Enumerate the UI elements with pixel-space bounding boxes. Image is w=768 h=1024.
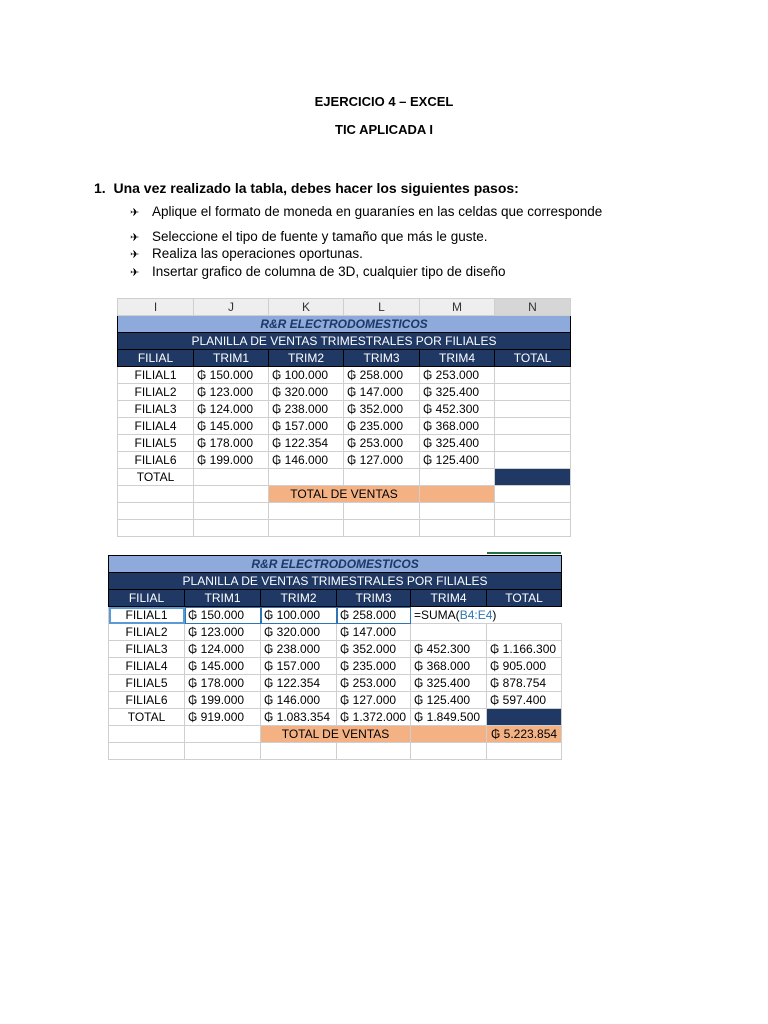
total-label-cell[interactable]: TOTAL bbox=[118, 469, 194, 486]
cell[interactable] bbox=[495, 452, 571, 469]
table-row bbox=[118, 367, 571, 384]
cell[interactable]: ₲ 127.000 bbox=[337, 692, 411, 709]
cell[interactable] bbox=[269, 520, 344, 537]
cell[interactable] bbox=[344, 469, 420, 486]
cell[interactable]: ₲ 146.000 bbox=[261, 692, 337, 709]
cell[interactable] bbox=[194, 503, 269, 520]
formula-close: ) bbox=[492, 608, 497, 622]
cell[interactable]: ₲ 352.000 bbox=[344, 401, 420, 418]
header-cell[interactable]: TRIM2 bbox=[261, 590, 337, 607]
cell[interactable] bbox=[269, 503, 344, 520]
cell[interactable]: ₲ 150.000 bbox=[185, 607, 261, 624]
cell[interactable] bbox=[495, 401, 571, 418]
selected-column-indicator bbox=[487, 552, 561, 554]
cell[interactable]: ₲ 325.400 bbox=[420, 384, 495, 401]
cell[interactable] bbox=[118, 503, 194, 520]
step-number: 1. bbox=[94, 180, 106, 196]
cell[interactable]: ₲ 878.754 bbox=[487, 675, 562, 692]
cell[interactable]: ₲ 352.000 bbox=[337, 641, 411, 658]
cell[interactable] bbox=[118, 486, 194, 503]
cell[interactable]: FILIAL3 bbox=[109, 641, 185, 658]
total-ventas-value-cell[interactable] bbox=[420, 486, 495, 503]
table-row bbox=[109, 624, 562, 641]
cell[interactable]: ₲ 238.000 bbox=[269, 401, 344, 418]
cell[interactable]: ₲ 125.400 bbox=[420, 452, 495, 469]
cell[interactable]: ₲ 100.000 bbox=[261, 607, 337, 624]
cell[interactable] bbox=[411, 624, 487, 641]
cell[interactable] bbox=[194, 520, 269, 537]
cell[interactable]: ₲ 1.372.000 bbox=[337, 709, 411, 726]
formula-reference: B4:E4 bbox=[459, 608, 493, 622]
cell[interactable]: ₲ 238.000 bbox=[261, 641, 337, 658]
cell[interactable]: ₲ 325.400 bbox=[420, 435, 495, 452]
cell[interactable]: FILIAL3 bbox=[118, 401, 194, 418]
total-row bbox=[109, 709, 562, 726]
header-cell[interactable]: TOTAL bbox=[487, 590, 562, 607]
header-cell[interactable]: TOTAL bbox=[495, 350, 571, 367]
formula-cell[interactable] bbox=[411, 607, 562, 624]
table-row bbox=[118, 452, 571, 469]
cell[interactable]: ₲ 1.849.500 bbox=[411, 709, 487, 726]
list-item bbox=[130, 229, 487, 244]
cell[interactable]: ₲ 124.000 bbox=[185, 641, 261, 658]
header-cell[interactable]: TRIM4 bbox=[420, 350, 495, 367]
cell[interactable]: ₲ 178.000 bbox=[194, 435, 269, 452]
cell[interactable]: ₲ 145.000 bbox=[194, 418, 269, 435]
table-row bbox=[109, 607, 562, 624]
total-row bbox=[118, 469, 571, 486]
cell[interactable]: ₲ 253.000 bbox=[344, 435, 420, 452]
airplane-icon: ✈ bbox=[130, 207, 140, 219]
formula-function: =SUMA( bbox=[414, 608, 460, 622]
cell[interactable]: ₲ 258.000 bbox=[337, 607, 411, 624]
column-header[interactable]: I bbox=[118, 299, 194, 316]
header-cell[interactable]: TRIM3 bbox=[344, 350, 420, 367]
table-row bbox=[118, 401, 571, 418]
table-row bbox=[109, 692, 562, 709]
cell[interactable] bbox=[495, 418, 571, 435]
cell[interactable]: ₲ 1.166.300 bbox=[487, 641, 562, 658]
list-item bbox=[130, 246, 363, 261]
list-item-text: Seleccione el tipo de fuente y tamaño que más le guste. bbox=[152, 229, 488, 244]
cell[interactable]: ₲ 368.000 bbox=[420, 418, 495, 435]
table-row bbox=[109, 658, 562, 675]
cell[interactable]: FILIAL6 bbox=[109, 692, 185, 709]
cell[interactable]: ₲ 199.000 bbox=[194, 452, 269, 469]
header-cell[interactable]: TRIM1 bbox=[194, 350, 269, 367]
total-ventas-value-cell[interactable]: ₲ 5.223.854 bbox=[487, 726, 562, 743]
column-header-row bbox=[118, 299, 571, 316]
cell[interactable] bbox=[495, 384, 571, 401]
table-row bbox=[118, 435, 571, 452]
cell[interactable] bbox=[495, 367, 571, 384]
cell[interactable]: ₲ 253.000 bbox=[337, 675, 411, 692]
cell[interactable] bbox=[495, 486, 571, 503]
cell[interactable]: ₲ 125.400 bbox=[411, 692, 487, 709]
cell[interactable]: ₲ 235.000 bbox=[337, 658, 411, 675]
cell[interactable]: ₲ 452.300 bbox=[411, 641, 487, 658]
cell[interactable] bbox=[495, 520, 571, 537]
airplane-icon: ✈ bbox=[130, 267, 140, 279]
company-title-cell[interactable]: R&R ELECTRODOMESTICOS bbox=[118, 316, 571, 333]
cell[interactable]: ₲ 123.000 bbox=[194, 384, 269, 401]
spreadsheet-1 bbox=[117, 298, 571, 537]
header-cell[interactable]: TRIM4 bbox=[411, 590, 487, 607]
cell[interactable]: ₲ 368.000 bbox=[411, 658, 487, 675]
header-cell[interactable]: FILIAL bbox=[118, 350, 194, 367]
cell[interactable]: FILIAL6 bbox=[118, 452, 194, 469]
cell[interactable]: ₲ 100.000 bbox=[269, 367, 344, 384]
cell[interactable]: ₲ 1.083.354 bbox=[261, 709, 337, 726]
cell[interactable]: FILIAL4 bbox=[118, 418, 194, 435]
cell[interactable]: ₲ 122.354 bbox=[261, 675, 337, 692]
cell[interactable]: FILIAL5 bbox=[118, 435, 194, 452]
empty-row bbox=[118, 520, 571, 537]
cell[interactable]: ₲ 145.000 bbox=[185, 658, 261, 675]
step-instruction bbox=[94, 180, 519, 196]
list-item-text: Realiza las operaciones oportunas. bbox=[152, 246, 363, 261]
cell[interactable] bbox=[344, 503, 420, 520]
cell[interactable]: ₲ 122.354 bbox=[269, 435, 344, 452]
cell[interactable]: ₲ 452.300 bbox=[420, 401, 495, 418]
cell[interactable]: ₲ 199.000 bbox=[185, 692, 261, 709]
cell[interactable]: ₲ 147.000 bbox=[344, 384, 420, 401]
cell[interactable]: ₲ 147.000 bbox=[337, 624, 411, 641]
column-header[interactable]: N bbox=[495, 299, 571, 316]
cell[interactable]: ₲ 597.400 bbox=[487, 692, 562, 709]
cell[interactable]: ₲ 235.000 bbox=[344, 418, 420, 435]
list-item-text: Insertar grafico de columna de 3D, cualquier tipo de diseño bbox=[152, 264, 506, 279]
cell[interactable]: ₲ 919.000 bbox=[185, 709, 261, 726]
cell[interactable] bbox=[194, 469, 269, 486]
cell[interactable]: ₲ 320.000 bbox=[261, 624, 337, 641]
column-header[interactable]: L bbox=[344, 299, 420, 316]
cell[interactable] bbox=[487, 743, 562, 760]
cell[interactable] bbox=[109, 743, 185, 760]
cell[interactable]: ₲ 127.000 bbox=[344, 452, 420, 469]
table-row bbox=[109, 675, 562, 692]
cell[interactable]: ₲ 253.000 bbox=[420, 367, 495, 384]
document-subtitle: TIC APLICADA I bbox=[335, 122, 433, 137]
header-cell[interactable]: TRIM3 bbox=[337, 590, 411, 607]
cell[interactable]: ₲ 905.000 bbox=[487, 658, 562, 675]
list-item-text: Aplique el formato de moneda en guaraníes en las celdas que corresponde bbox=[152, 204, 603, 219]
document-title: EJERCICIO 4 – EXCEL bbox=[314, 94, 454, 109]
cell[interactable]: FILIAL1 bbox=[118, 367, 194, 384]
cell[interactable]: ₲ 258.000 bbox=[344, 367, 420, 384]
header-cell[interactable]: FILIAL bbox=[109, 590, 185, 607]
step-text: Una vez realizado la tabla, debes hacer los siguientes pasos: bbox=[113, 180, 519, 196]
total-ventas-row bbox=[118, 486, 571, 503]
column-header[interactable]: K bbox=[269, 299, 344, 316]
cell[interactable]: FILIAL2 bbox=[109, 624, 185, 641]
header-cell[interactable]: TRIM2 bbox=[269, 350, 344, 367]
column-header[interactable]: M bbox=[420, 299, 495, 316]
cell[interactable]: ₲ 124.000 bbox=[194, 401, 269, 418]
cell[interactable] bbox=[420, 469, 495, 486]
cell[interactable]: FILIAL4 bbox=[109, 658, 185, 675]
cell[interactable] bbox=[118, 520, 194, 537]
airplane-icon: ✈ bbox=[130, 249, 140, 261]
cell[interactable] bbox=[420, 520, 495, 537]
cell[interactable]: ₲ 157.000 bbox=[261, 658, 337, 675]
cell[interactable] bbox=[269, 469, 344, 486]
cell[interactable] bbox=[487, 709, 562, 726]
cell[interactable] bbox=[495, 503, 571, 520]
cell[interactable] bbox=[411, 726, 487, 743]
cell[interactable] bbox=[185, 743, 261, 760]
table-row bbox=[109, 641, 562, 658]
cell[interactable]: ₲ 178.000 bbox=[185, 675, 261, 692]
cell[interactable] bbox=[495, 435, 571, 452]
cell[interactable] bbox=[194, 486, 269, 503]
table-subtitle-cell[interactable]: PLANILLA DE VENTAS TRIMESTRALES POR FILIALES bbox=[118, 333, 571, 350]
cell[interactable] bbox=[495, 469, 571, 486]
company-title-cell[interactable]: R&R ELECTRODOMESTICOS bbox=[109, 556, 562, 573]
cell[interactable]: ₲ 146.000 bbox=[269, 452, 344, 469]
cell[interactable] bbox=[185, 726, 261, 743]
cell[interactable]: ₲ 150.000 bbox=[194, 367, 269, 384]
empty-row bbox=[118, 503, 571, 520]
header-cell[interactable]: TRIM1 bbox=[185, 590, 261, 607]
total-ventas-label-cell[interactable]: TOTAL DE VENTAS bbox=[261, 726, 411, 743]
table-row bbox=[118, 418, 571, 435]
airplane-icon: ✈ bbox=[130, 232, 140, 244]
cell[interactable]: ₲ 320.000 bbox=[269, 384, 344, 401]
column-header[interactable]: J bbox=[194, 299, 269, 316]
empty-row bbox=[109, 743, 562, 760]
table-subtitle-cell[interactable]: PLANILLA DE VENTAS TRIMESTRALES POR FILIALES bbox=[109, 573, 562, 590]
total-label-cell[interactable]: TOTAL bbox=[109, 709, 185, 726]
table-header-row bbox=[118, 350, 571, 367]
cell[interactable] bbox=[487, 624, 562, 641]
cell[interactable]: ₲ 157.000 bbox=[269, 418, 344, 435]
cell[interactable] bbox=[261, 743, 337, 760]
total-ventas-label-cell[interactable]: TOTAL DE VENTAS bbox=[269, 486, 420, 503]
cell[interactable] bbox=[109, 726, 185, 743]
table-row bbox=[118, 384, 571, 401]
cell[interactable] bbox=[344, 520, 420, 537]
total-ventas-row bbox=[109, 726, 562, 743]
cell[interactable]: ₲ 325.400 bbox=[411, 675, 487, 692]
cell[interactable] bbox=[411, 743, 487, 760]
cell[interactable]: FILIAL1 bbox=[109, 607, 185, 624]
table-header-row bbox=[109, 590, 562, 607]
list-item bbox=[130, 264, 505, 279]
cell[interactable]: ₲ 123.000 bbox=[185, 624, 261, 641]
cell[interactable] bbox=[337, 743, 411, 760]
list-item bbox=[130, 204, 602, 219]
cell[interactable] bbox=[420, 503, 495, 520]
spreadsheet-2 bbox=[108, 555, 562, 760]
cell[interactable]: FILIAL2 bbox=[118, 384, 194, 401]
cell[interactable]: FILIAL5 bbox=[109, 675, 185, 692]
